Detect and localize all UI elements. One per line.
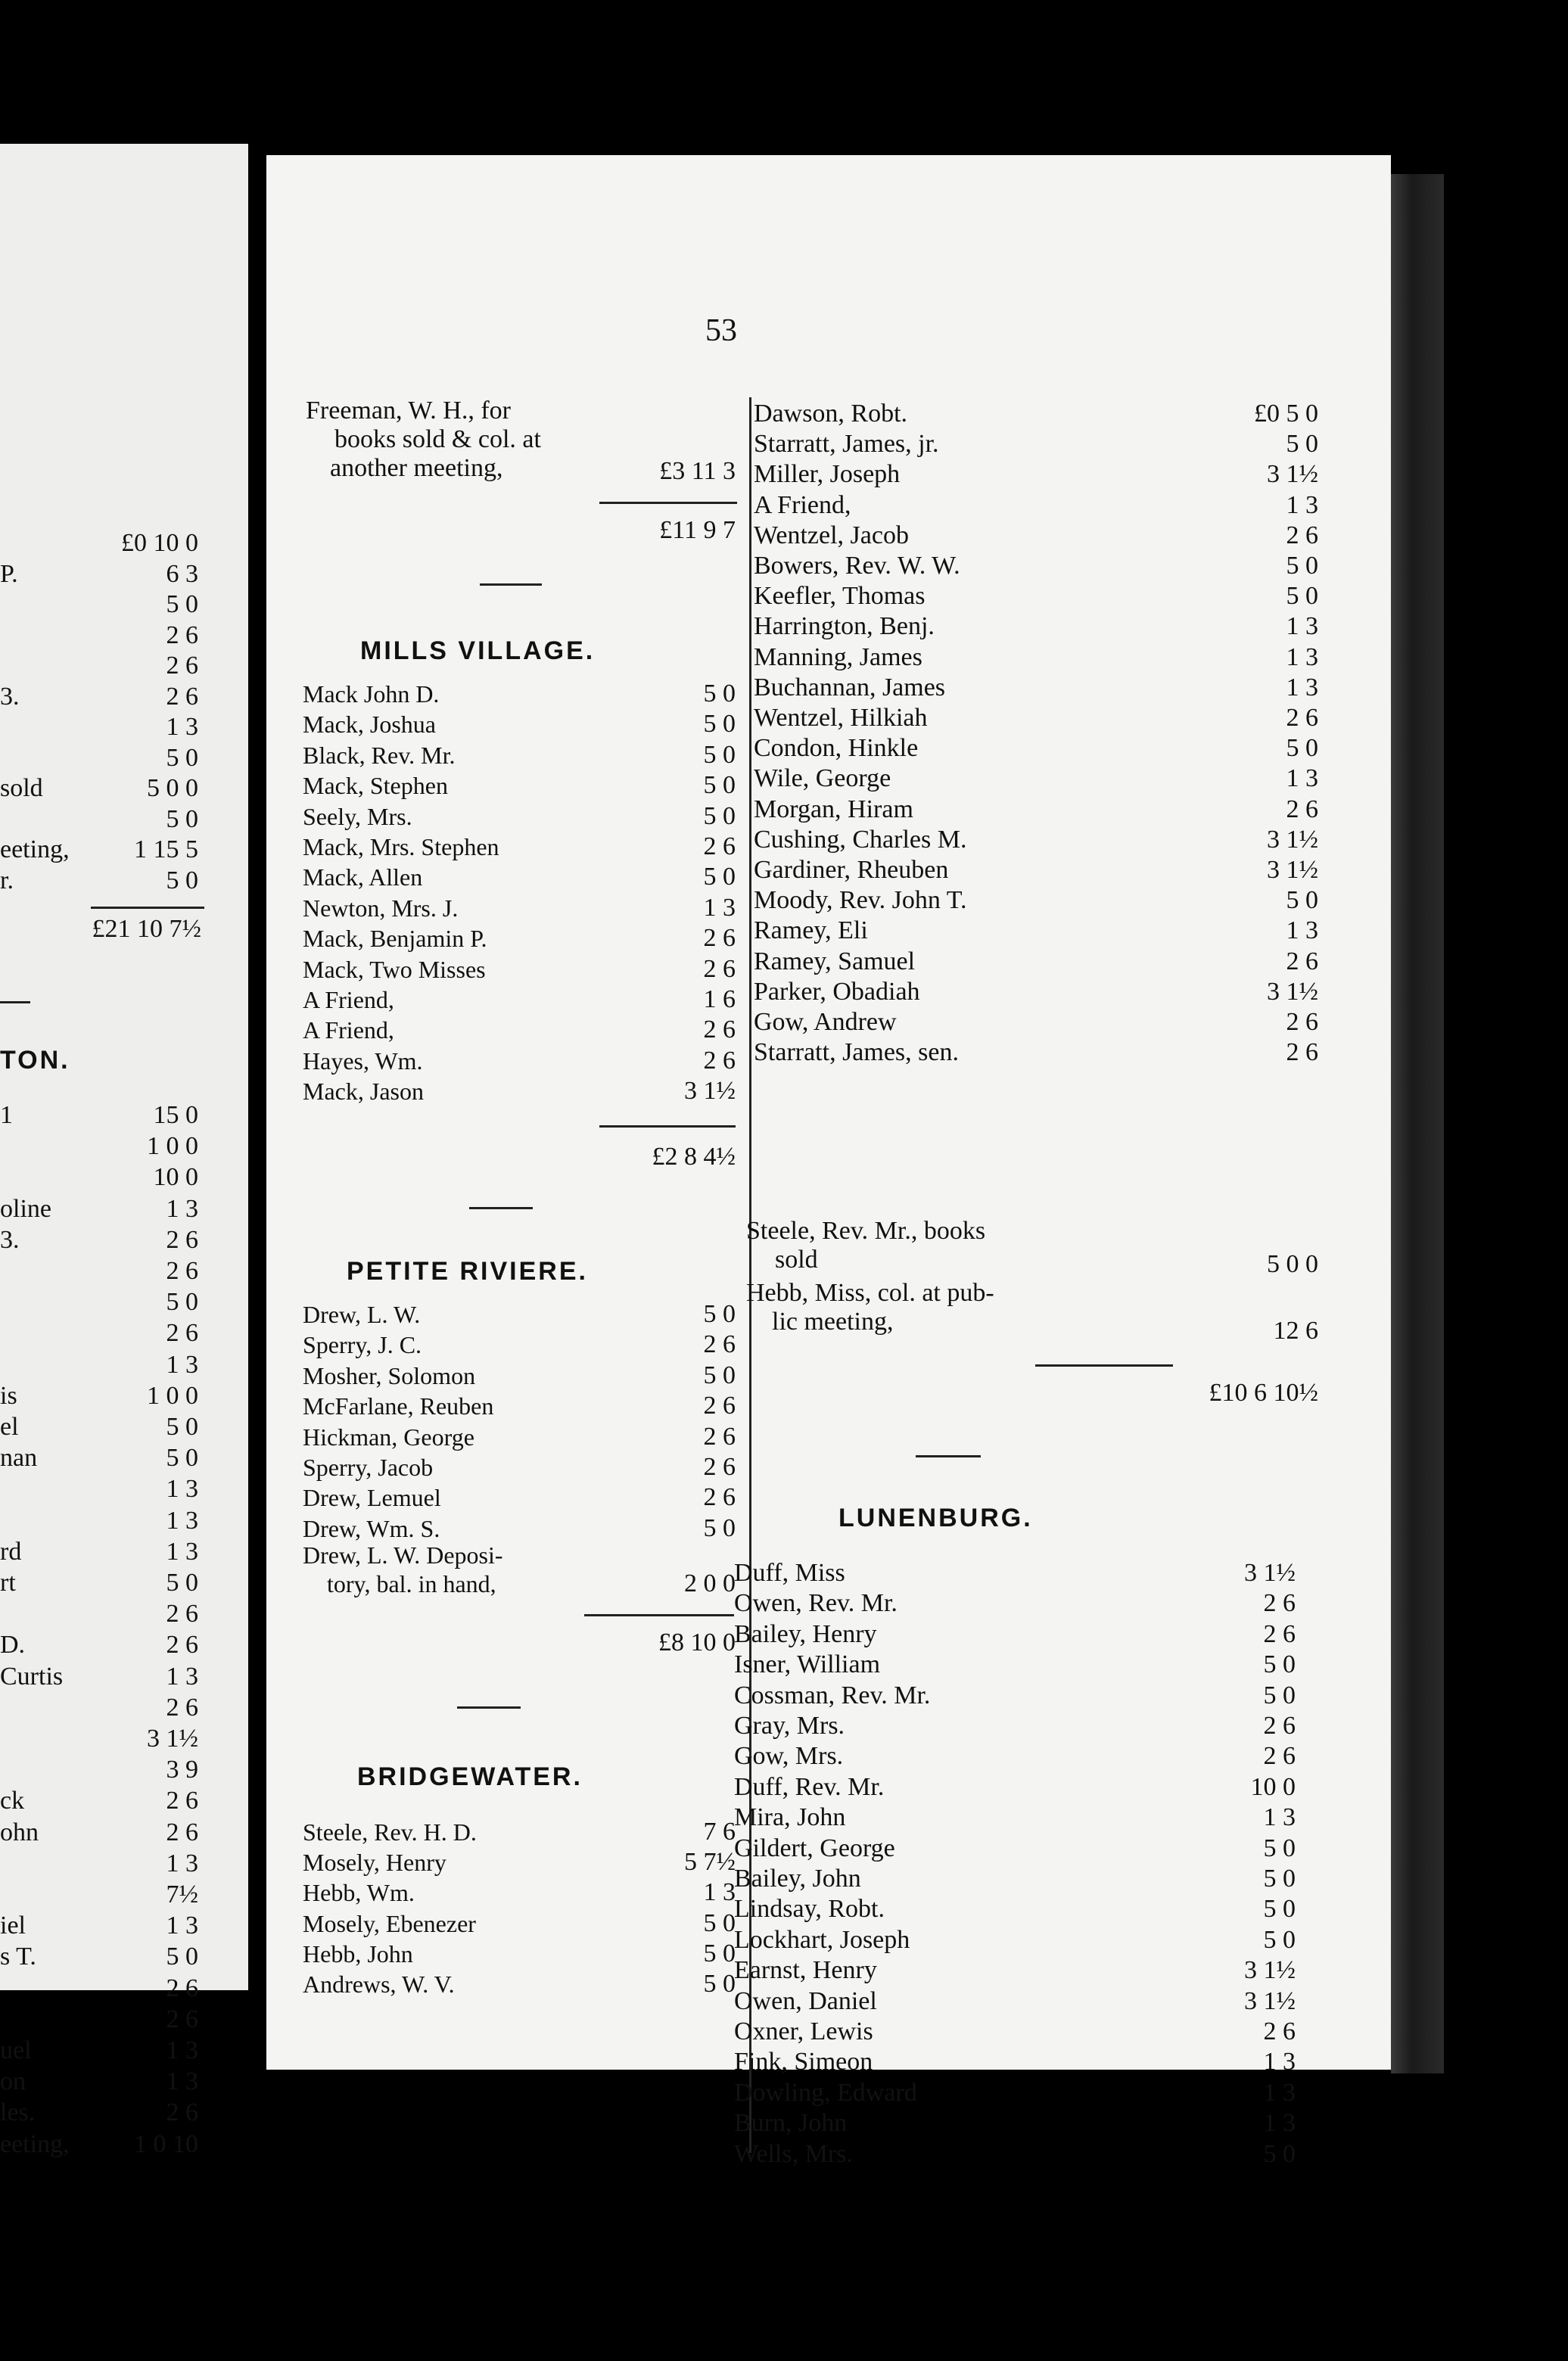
mills-entry-amount: 5 0 (703, 710, 736, 739)
mills-entry-name: Black, Rev. Mr. (303, 741, 456, 769)
left-row-amount: 2 6 (166, 1319, 198, 1348)
left-row-name: sold (0, 774, 43, 802)
col2-entry-name: Condon, Hinkle (754, 734, 919, 763)
mills-entry-name: A Friend, (303, 1016, 394, 1044)
left-row-amount: 5 0 (166, 866, 198, 894)
col2-entry-name: Morgan, Hiram (754, 795, 913, 823)
left-row-name: ohn (0, 1818, 39, 1846)
col2-entry-amount: 3 1½ (1267, 977, 1318, 1006)
bridgewater-entry-amount: 5 0 (703, 1908, 736, 1937)
hebb-amount: 12 6 (1273, 1317, 1318, 1345)
petite-entry-name: Sperry, Jacob (303, 1454, 434, 1481)
heading-lunenburg: LUNENBURG. (838, 1504, 1033, 1532)
left-row-name: rt (0, 1569, 16, 1597)
lunenburg-entry-amount: 10 0 (1250, 1772, 1296, 1801)
lunenburg-entry-amount: 5 0 (1263, 1865, 1296, 1893)
col2-entry-amount: 1 3 (1286, 642, 1318, 671)
col2-entry-amount: 3 1½ (1267, 825, 1318, 854)
mills-entry-amount: 2 6 (703, 1016, 736, 1044)
lunenburg-entry-amount: 1 3 (1263, 2078, 1296, 2107)
left-row-amount: 5 0 (166, 590, 198, 618)
heading-petite-riviere: PETITE RIVIERE. (347, 1257, 588, 1286)
left-row-name: uel (0, 2036, 32, 2064)
col2-total: £10 6 10½ (1209, 1379, 1318, 1407)
left-row-amount: 2 6 (166, 2005, 198, 2033)
depository-line1: Drew, L. W. Deposi- (303, 1541, 503, 1569)
subtotal-1: £11 9 7 (659, 516, 736, 544)
left-row-amount: 2 6 (166, 1693, 198, 1722)
lunenburg-entry-amount: 1 3 (1263, 2109, 1296, 2138)
section-divider (916, 1455, 981, 1457)
col2-entry-amount: £0 5 0 (1254, 400, 1318, 428)
col2-entry-amount: 5 0 (1286, 552, 1318, 580)
lunenburg-entry-name: Gray, Mrs. (734, 1712, 845, 1740)
col2-entry-name: Dawson, Robt. (754, 400, 908, 428)
lunenburg-entry-name: Mira, John (734, 1803, 846, 1832)
left-row-amount: 1 3 (166, 1350, 198, 1379)
steele-line1: Steele, Rev. Mr., books (746, 1217, 986, 1245)
left-row-amount: £0 10 0 (121, 529, 198, 557)
depository-amount: 2 0 0 (684, 1569, 736, 1597)
petite-entry-amount: 5 0 (703, 1513, 736, 1542)
lunenburg-entry-name: Gow, Mrs. (734, 1742, 844, 1771)
lunenburg-entry-name: Owen, Rev. Mr. (734, 1589, 898, 1618)
left-total: £21 10 7½ (92, 915, 201, 943)
lunenburg-entry-amount: 5 0 (1263, 1681, 1296, 1709)
mills-entry-amount: 5 0 (703, 680, 736, 708)
left-row-name: P. (0, 559, 18, 588)
mills-entry-name: Seely, Mrs. (303, 802, 412, 830)
petite-entry-name: Drew, L. W. (303, 1301, 421, 1328)
col2-entry-name: Ramey, Samuel (754, 947, 916, 975)
lunenburg-entry-name: Dowling, Edward (734, 2078, 917, 2107)
mills-entry-name: Mack, Joshua (303, 711, 436, 739)
mills-entry-name: Mack, Stephen (303, 772, 448, 800)
left-row-amount: 1 3 (166, 1849, 198, 1877)
left-row-name: 3. (0, 1225, 20, 1254)
left-section-divider (0, 1001, 30, 1003)
section-divider (480, 583, 542, 586)
depository-line2: tory, bal. in hand, (327, 1570, 496, 1597)
left-row-amount: 2 6 (166, 1787, 198, 1815)
col2-entry-amount: 5 0 (1286, 582, 1318, 611)
col2-entry-name: Ramey, Eli (754, 916, 868, 945)
petite-entry-name: Drew, Lemuel (303, 1484, 441, 1512)
left-row-name: r. (0, 866, 14, 894)
bridgewater-entry-name: Andrews, W. V. (303, 1971, 455, 1998)
left-row-amount: 1 3 (166, 1912, 198, 1940)
mills-entry-amount: 5 0 (703, 740, 736, 769)
lunenburg-entry-amount: 1 3 (1263, 2048, 1296, 2076)
left-row-amount: 2 6 (166, 1631, 198, 1660)
left-row-name: is (0, 1381, 17, 1410)
petite-total-rule (584, 1614, 734, 1616)
left-row-amount: 1 15 5 (134, 835, 198, 863)
mills-entry-name: Hayes, Wm. (303, 1047, 423, 1075)
petite-total: £8 10 0 (658, 1628, 736, 1656)
bridgewater-entry-name: Hebb, John (303, 1940, 413, 1968)
mills-entry-amount: 1 6 (703, 985, 736, 1013)
petite-entry-amount: 5 0 (703, 1300, 736, 1328)
petite-entry-amount: 2 6 (703, 1392, 736, 1420)
lunenburg-entry-amount: 2 6 (1263, 1742, 1296, 1771)
lunenburg-entry-name: Earnst, Henry (734, 1956, 877, 1985)
mills-entry-amount: 5 0 (703, 863, 736, 891)
col2-entry-amount: 2 6 (1286, 704, 1318, 732)
bridgewater-entry-name: Hebb, Wm. (303, 1879, 415, 1907)
lunenburg-entry-amount: 2 6 (1263, 2017, 1296, 2045)
col2-entry-name: Manning, James (754, 642, 922, 671)
left-section-heading: TON. (0, 1046, 70, 1075)
col2-entry-amount: 1 3 (1286, 490, 1318, 519)
left-row-amount: 3 9 (166, 1756, 198, 1784)
mills-entry-name: Mack, Mrs. Stephen (303, 833, 499, 860)
left-row-name: el (0, 1413, 19, 1441)
left-total-rule (91, 907, 204, 909)
col2-entry-name: Miller, Joseph (754, 460, 901, 489)
col2-entry-name: Gardiner, Rheuben (754, 856, 949, 884)
lunenburg-entry-name: Burn, John (734, 2109, 848, 2138)
petite-entry-name: Mosher, Solomon (303, 1361, 476, 1389)
petite-entry-name: McFarlane, Reuben (303, 1392, 494, 1420)
col2-entry-name: Buchannan, James (754, 673, 946, 701)
col2-entry-amount: 2 6 (1286, 1008, 1318, 1036)
left-row-amount: 1 3 (166, 2036, 198, 2064)
right-page (266, 155, 1391, 2168)
lunenburg-entry-amount: 1 3 (1263, 1803, 1296, 1832)
lunenburg-entry-name: Bailey, Henry (734, 1619, 877, 1648)
petite-entry-name: Hickman, George (303, 1423, 474, 1451)
lunenburg-entry-name: Oxner, Lewis (734, 2017, 873, 2045)
lunenburg-entry-name: Duff, Rev. Mr. (734, 1772, 885, 1801)
mills-total-rule (599, 1125, 736, 1128)
page-number: 53 (705, 313, 737, 348)
subtotal-rule (599, 502, 737, 504)
lunenburg-entry-amount: 5 0 (1263, 1925, 1296, 1954)
petite-entry-name: Sperry, J. C. (303, 1331, 422, 1359)
lunenburg-entry-amount: 2 6 (1263, 1589, 1296, 1618)
lunenburg-entry-name: Lindsay, Robt. (734, 1895, 885, 1924)
left-page-fragment (0, 144, 248, 2158)
left-row-name: eeting, (0, 2129, 70, 2158)
lunenburg-entry-amount: 2 6 (1263, 1712, 1296, 1740)
col2-entry-amount: 2 6 (1286, 947, 1318, 975)
lunenburg-entry-name: Fink, Simeon (734, 2048, 873, 2076)
left-row-name: rd (0, 1537, 22, 1566)
col2-entry-name: Gow, Andrew (754, 1008, 897, 1036)
left-row-amount: 2 6 (166, 2098, 198, 2127)
mills-entry-amount: 2 6 (703, 832, 736, 860)
left-row-name: 3. (0, 682, 20, 711)
hebb-line1: Hebb, Miss, col. at pub- (746, 1279, 994, 1307)
left-row-amount: 1 3 (166, 1506, 198, 1535)
mills-entry-amount: 2 6 (703, 924, 736, 953)
left-row-amount: 1 3 (166, 1194, 198, 1223)
left-row-amount: 1 3 (166, 2067, 198, 2096)
lunenburg-entry-name: Duff, Miss (734, 1559, 845, 1587)
col2-entry-name: Wentzel, Jacob (754, 521, 909, 549)
col2-entry-amount: 1 3 (1286, 916, 1318, 945)
left-row-amount: 2 6 (166, 1974, 198, 2002)
col2-entry-amount: 2 6 (1286, 795, 1318, 823)
lunenburg-entry-name: Owen, Daniel (734, 1986, 877, 2015)
mills-entry-amount: 5 0 (703, 801, 736, 830)
section-divider (469, 1207, 533, 1209)
col2-entry-amount: 2 6 (1286, 1038, 1318, 1067)
col2-entry-name: Harrington, Benj. (754, 612, 935, 641)
col2-total-rule (1035, 1364, 1173, 1367)
left-row-amount: 15 0 (153, 1101, 198, 1129)
lunenburg-entry-amount: 5 0 (1263, 1650, 1296, 1679)
bridgewater-entry-name: Steele, Rev. H. D. (303, 1818, 477, 1846)
lunenburg-entry-name: Wells, Mrs. (734, 2139, 853, 2168)
mills-entry-amount: 1 3 (703, 893, 736, 922)
left-row-name: D. (0, 1631, 26, 1660)
col2-entry-name: Parker, Obadiah (754, 977, 920, 1006)
petite-entry-amount: 5 0 (703, 1361, 736, 1389)
left-row-amount: 10 0 (153, 1163, 198, 1192)
mills-entry-name: Mack, Benjamin P. (303, 925, 487, 953)
left-row-amount: 5 0 (166, 1943, 198, 1971)
left-row-amount: 2 6 (166, 1818, 198, 1846)
bridgewater-entry-amount: 5 7½ (684, 1848, 736, 1877)
mills-entry-name: Mack, Allen (303, 863, 423, 891)
lunenburg-entry-amount: 3 1½ (1244, 1559, 1296, 1587)
lunenburg-entry-name: Isner, William (734, 1650, 881, 1679)
left-row-amount: 3 1½ (147, 1725, 198, 1753)
left-row-amount: 1 3 (166, 1475, 198, 1504)
left-row-name: s T. (0, 1943, 36, 1971)
left-row-amount: 2 6 (166, 1257, 198, 1285)
bridgewater-entry-amount: 1 3 (703, 1878, 736, 1907)
mills-entry-name: Mack, Two Misses (303, 955, 486, 983)
mills-entry-name: A Friend, (303, 986, 394, 1013)
lunenburg-entry-amount: 3 1½ (1244, 1956, 1296, 1985)
left-row-name: on (0, 2067, 26, 2096)
left-row-amount: 2 6 (166, 621, 198, 649)
col2-entry-name: Keefler, Thomas (754, 582, 926, 611)
freeman-line2: books sold & col. at (334, 425, 541, 453)
book-spine-edge (1391, 174, 1444, 2073)
col2-entry-amount: 5 0 (1286, 430, 1318, 459)
heading-bridgewater: BRIDGEWATER. (357, 1762, 583, 1791)
left-row-amount: 1 0 0 (147, 1381, 198, 1410)
left-row-amount: 5 0 (166, 1444, 198, 1473)
lunenburg-entry-amount: 5 0 (1263, 1895, 1296, 1924)
left-row-amount: 5 0 (166, 1569, 198, 1597)
bridgewater-entry-name: Mosely, Henry (303, 1849, 446, 1877)
col2-entry-amount: 3 1½ (1267, 460, 1318, 489)
mills-entry-name: Newton, Mrs. J. (303, 894, 459, 922)
left-row-name: les. (0, 2098, 36, 2127)
freeman-line1: Freeman, W. H., for (306, 397, 512, 425)
lunenburg-entry-name: Lockhart, Joseph (734, 1925, 910, 1954)
hebb-line2: lic meeting, (772, 1308, 894, 1336)
left-row-amount: 2 6 (166, 682, 198, 711)
col2-entry-name: Wentzel, Hilkiah (754, 704, 928, 732)
left-row-amount: 5 0 (166, 804, 198, 833)
lunenburg-entry-amount: 2 6 (1263, 1619, 1296, 1648)
left-row-name: nan (0, 1444, 38, 1473)
left-row-amount: 6 3 (166, 559, 198, 588)
col2-entry-name: A Friend, (754, 490, 851, 519)
mills-entry-name: Mack, Jason (303, 1078, 424, 1106)
bridgewater-entry-amount: 5 0 (703, 1939, 736, 1968)
col2-entry-name: Cushing, Charles M. (754, 825, 967, 854)
lunenburg-entry-name: Cossman, Rev. Mr. (734, 1681, 931, 1709)
left-row-name: oline (0, 1194, 51, 1223)
left-row-name: ck (0, 1787, 25, 1815)
mills-entry-amount: 5 0 (703, 771, 736, 800)
col2-entry-amount: 2 6 (1286, 521, 1318, 549)
section-divider (457, 1706, 521, 1709)
freeman-line3: another meeting, (330, 454, 503, 482)
petite-entry-amount: 2 6 (703, 1422, 736, 1451)
mills-entry-name: Mack John D. (303, 680, 440, 708)
col2-entry-name: Bowers, Rev. W. W. (754, 552, 960, 580)
bridgewater-entry-amount: 5 0 (703, 1970, 736, 1998)
left-row-name: eeting, (0, 835, 70, 863)
petite-entry-name: Drew, Wm. S. (303, 1514, 440, 1542)
lunenburg-entry-amount: 3 1½ (1244, 1986, 1296, 2015)
left-row-amount: 1 0 10 (134, 2129, 198, 2158)
left-row-amount: 5 0 (166, 1413, 198, 1441)
mills-total: £2 8 4½ (652, 1143, 736, 1171)
left-row-amount: 2 6 (166, 1225, 198, 1254)
lunenburg-entry-name: Bailey, John (734, 1865, 861, 1893)
col2-entry-amount: 3 1½ (1267, 856, 1318, 884)
lunenburg-entry-name: Gildert, George (734, 1834, 895, 1862)
col2-entry-amount: 1 3 (1286, 673, 1318, 701)
left-row-name: iel (0, 1912, 26, 1940)
left-row-name: 1 (0, 1101, 13, 1129)
bridgewater-entry-amount: 7 6 (703, 1818, 736, 1846)
col2-entry-amount: 1 3 (1286, 612, 1318, 641)
steele-amount: 5 0 0 (1267, 1250, 1318, 1278)
left-row-amount: 7½ (166, 1880, 198, 1908)
petite-entry-amount: 2 6 (703, 1453, 736, 1481)
lunenburg-entry-amount: 5 0 (1263, 2139, 1296, 2168)
col2-entry-name: Wile, George (754, 764, 891, 793)
mills-entry-amount: 2 6 (703, 954, 736, 983)
left-row-name: Curtis (0, 1662, 64, 1691)
mills-entry-amount: 3 1½ (684, 1077, 736, 1106)
col2-entry-amount: 5 0 (1286, 886, 1318, 915)
left-row-amount: 1 0 0 (147, 1132, 198, 1161)
lunenburg-entry-amount: 5 0 (1263, 1834, 1296, 1862)
left-row-amount: 1 3 (166, 1662, 198, 1691)
left-row-amount: 1 3 (166, 1537, 198, 1566)
left-row-amount: 2 6 (166, 652, 198, 680)
petite-entry-amount: 2 6 (703, 1483, 736, 1512)
left-row-amount: 1 3 (166, 713, 198, 741)
petite-entry-amount: 2 6 (703, 1330, 736, 1359)
heading-mills-village: MILLS VILLAGE. (360, 636, 596, 665)
col2-entry-name: Moody, Rev. John T. (754, 886, 967, 915)
freeman-amount: £3 11 3 (659, 457, 736, 485)
col2-entry-amount: 5 0 (1286, 734, 1318, 763)
left-row-amount: 5 0 0 (147, 774, 198, 802)
col2-entry-amount: 1 3 (1286, 764, 1318, 793)
left-row-amount: 5 0 (166, 743, 198, 772)
bridgewater-entry-name: Mosely, Ebenezer (303, 1909, 476, 1937)
col2-entry-name: Starratt, James, jr. (754, 430, 939, 459)
left-row-amount: 5 0 (166, 1288, 198, 1317)
mills-entry-amount: 2 6 (703, 1046, 736, 1075)
col2-entry-name: Starratt, James, sen. (754, 1038, 959, 1067)
steele-line2: sold (775, 1246, 818, 1274)
left-row-amount: 2 6 (166, 1600, 198, 1628)
